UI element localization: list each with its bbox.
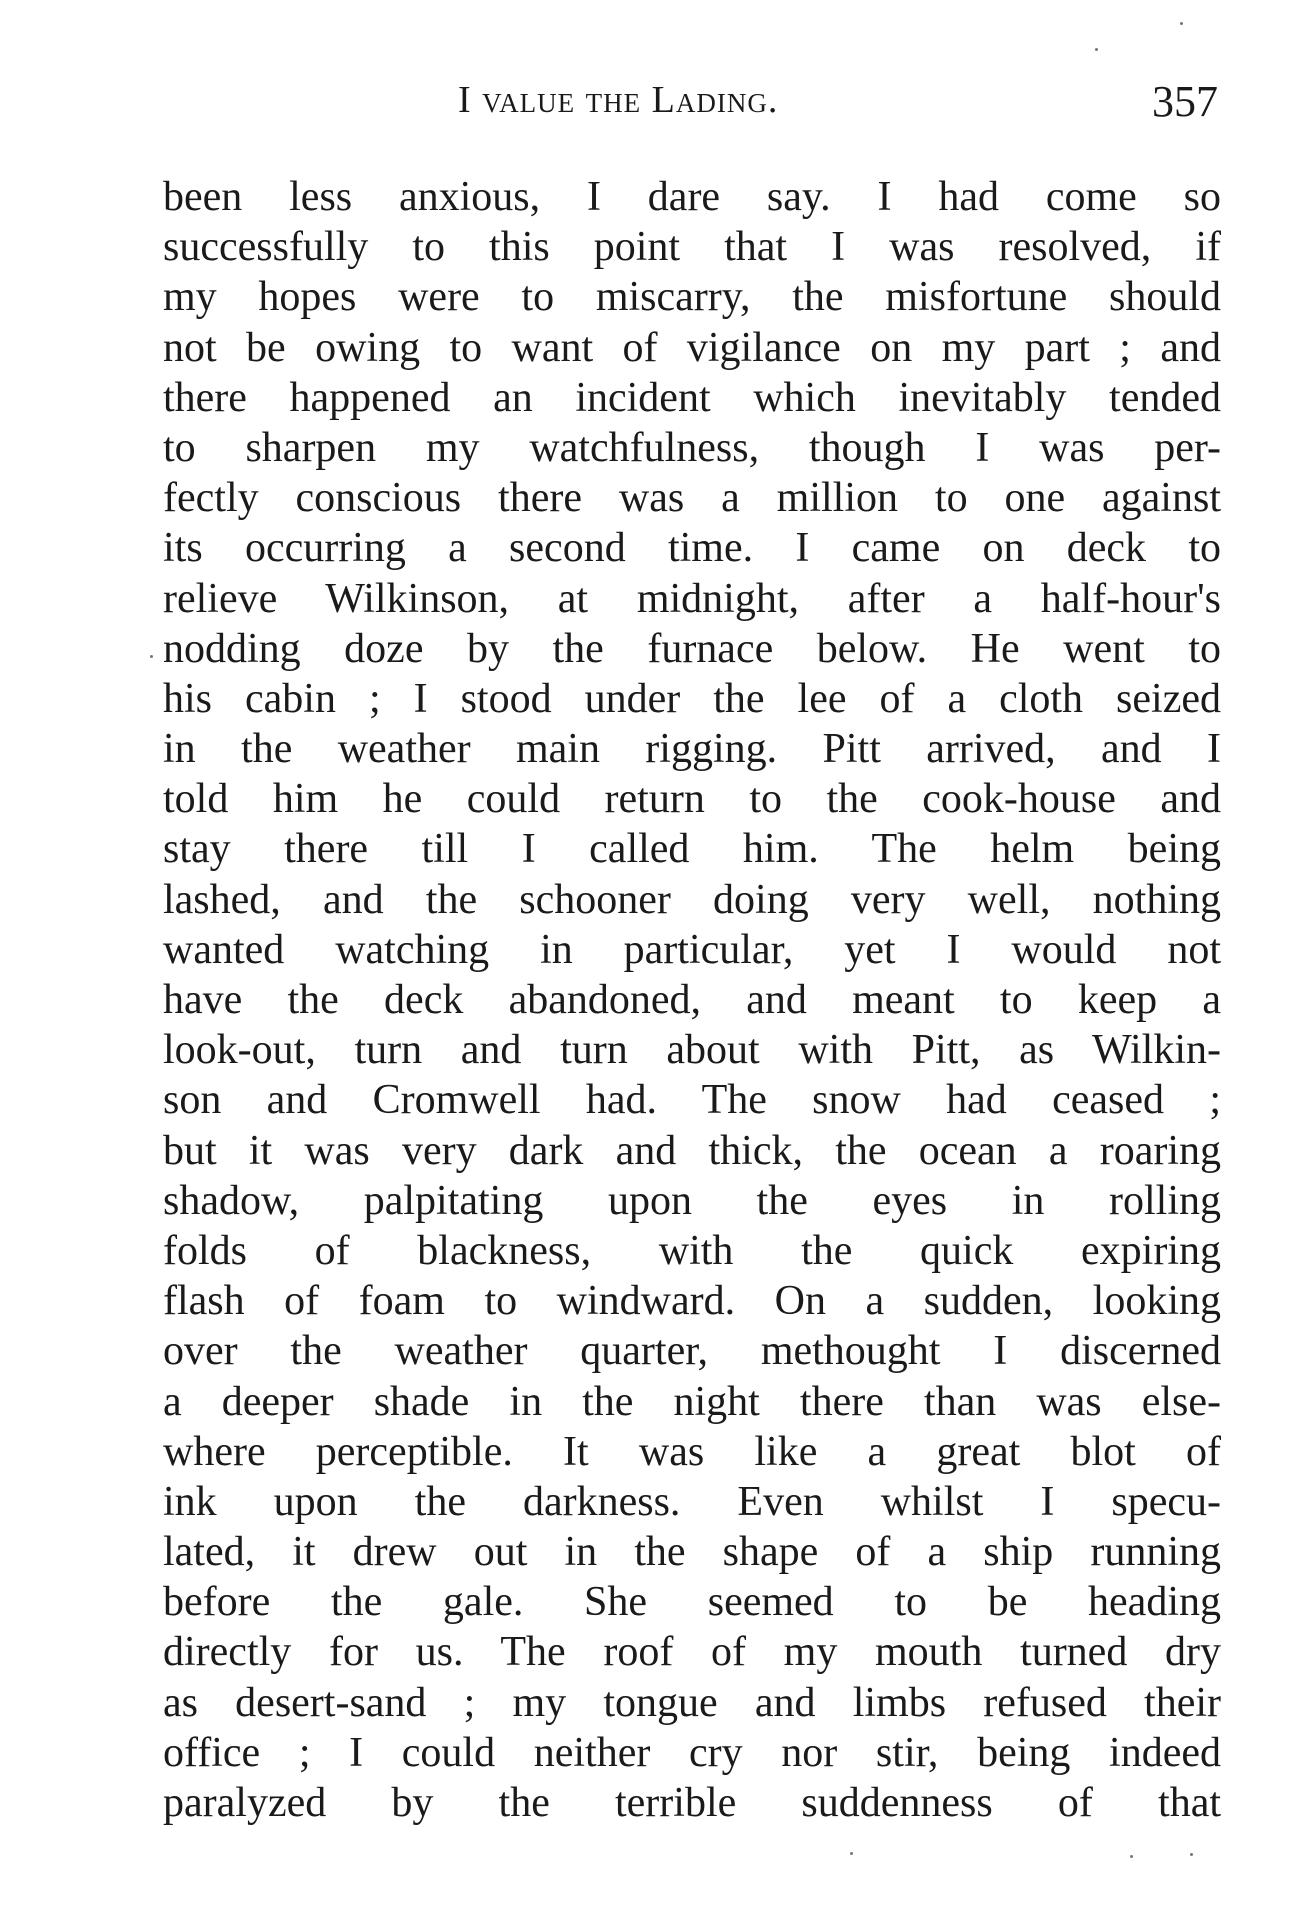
text-line: directly for us. The roof of my mouth turned dry xyxy=(163,1629,1221,1676)
text-line: lated, it drew out in the shape of a ship running xyxy=(163,1529,1221,1576)
body-text xyxy=(163,172,1221,1828)
text-line: lashed, and the schooner doing very well, nothing xyxy=(163,876,1221,923)
text-line: its occurring a second time. I came on deck to xyxy=(163,525,1221,572)
text-line: shadow, palpitating upon the eyes in rolling xyxy=(163,1177,1221,1224)
text-line: fectly conscious there was a million to one against xyxy=(163,475,1221,522)
text-line: stay there till I called him. The helm being xyxy=(163,826,1221,873)
paper-speck xyxy=(850,1852,853,1855)
text-line: where perceptible. It was like a great blot of xyxy=(163,1428,1221,1475)
text-line: wanted watching in particular, yet I would not xyxy=(163,926,1221,973)
paper-speck xyxy=(1180,22,1183,25)
text-line: relieve Wilkinson, at midnight, after a half-hour's xyxy=(163,575,1221,622)
text-line: look-out, turn and turn about with Pitt, as Wilkin- xyxy=(163,1027,1221,1074)
text-line: office ; I could neither cry nor stir, being indeed xyxy=(163,1729,1221,1776)
paper-speck xyxy=(150,655,153,658)
text-line: told him he could return to the cook-house and xyxy=(163,776,1221,823)
running-title: I value the Lading. xyxy=(458,79,779,121)
paper-speck xyxy=(1095,48,1098,51)
text-line: but it was very dark and thick, the ocean a roaring xyxy=(163,1127,1221,1174)
text-line: as desert-sand ; my tongue and limbs refused their xyxy=(163,1679,1221,1726)
text-line: folds of blackness, with the quick expiring xyxy=(163,1227,1221,1274)
text-line: have the deck abandoned, and meant to keep a xyxy=(163,977,1221,1023)
paper-speck xyxy=(1190,1853,1193,1856)
text-line: flash of foam to windward. On a sudden, looking xyxy=(163,1278,1221,1325)
text-line: his cabin ; I stood under the lee of a cloth seized xyxy=(163,675,1221,722)
text-line: not be owing to want of vigilance on my part ; and xyxy=(163,324,1221,371)
text-line: to sharpen my watchfulness, though I was per- xyxy=(163,424,1221,471)
text-line: been less anxious, I dare say. I had come so xyxy=(163,174,1221,220)
text-line: successfully to this point that I was resolved, if xyxy=(163,224,1221,271)
text-line: paralyzed by the terrible suddenness of that xyxy=(163,1780,1221,1826)
text-line: my hopes were to miscarry, the misfortune should xyxy=(163,274,1221,321)
text-line: over the weather quarter, methought I discerned xyxy=(163,1328,1221,1375)
text-line: son and Cromwell had. The snow had ceased ; xyxy=(163,1077,1221,1124)
text-line: ink upon the darkness. Even whilst I specu- xyxy=(163,1478,1221,1525)
page-header xyxy=(168,72,1218,128)
text-line: nodding doze by the furnace below. He went to xyxy=(163,625,1221,672)
page-number: 357 xyxy=(1152,77,1218,126)
text-line: in the weather main rigging. Pitt arrived, and I xyxy=(163,726,1221,773)
text-line: before the gale. She seemed to be heading xyxy=(163,1579,1221,1626)
text-line: there happened an incident which inevitably tended xyxy=(163,374,1221,421)
paper-speck xyxy=(1130,1855,1133,1858)
text-line: a deeper shade in the night there than was else- xyxy=(163,1378,1221,1425)
